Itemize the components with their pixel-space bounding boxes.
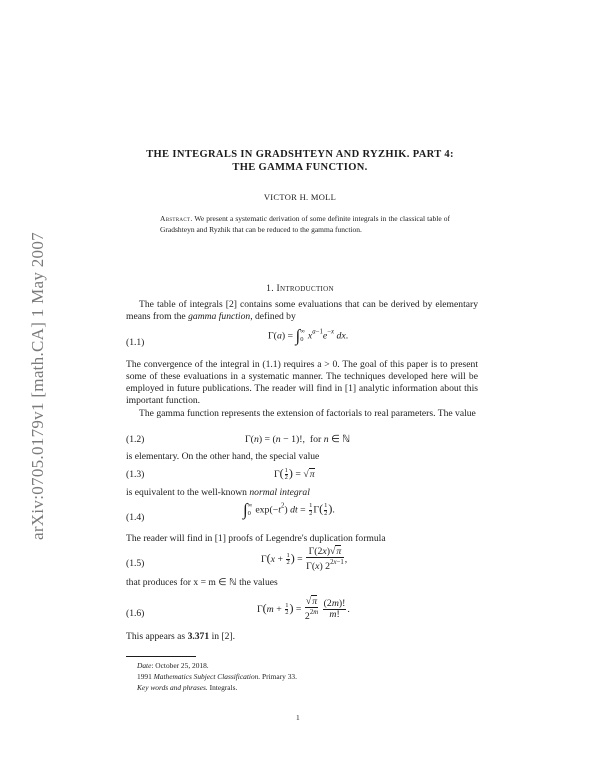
footnote-msc: 1991 Mathematics Subject Classification. Primary 33. [137,672,297,681]
paragraph-3: The gamma function represents the extension of factorials to real parameters. The value [139,408,476,419]
paragraph-1: The table of integrals [2] contains some evaluations that can be derived by elementary means from the gamma function, defined by [126,299,478,322]
paragraph-8: This appears as 3.371 in [2]. [126,631,236,642]
abstract-label: Abstract. [160,214,193,223]
equation-label-1-3: (1.3) [126,469,145,480]
title-line-1: THE INTEGRALS IN GRADSHTEYN AND RYZHIK. PART 4: [146,149,454,160]
equation-1-5: Γ(x + $\frac{1}{2}$ ) = $\frac{\Gamma(2x)√\pi}{\Gamma(x) 2^{2x-1}}$ , [261,546,348,572]
footnote-rule [126,656,196,657]
abstract [160,214,450,235]
author-name: VICTOR H. MOLL [263,192,337,202]
equation-label-1-2: (1.2) [126,434,145,445]
equation-1-4: ∫ ∞ 0 $\exp(-t^2)$ dt = $\frac{1}{2}$ Γ( $\frac{1}{2}$ ). [243,500,335,519]
equation-1-6: Γ(m + $\frac{1}{2}$ ) = $\frac{√\pi}{2^{2m}}$ $\frac{(2m)!}{m!}$ . [257,596,350,622]
paragraph-7: that produces for x = m ∈ ℕ the values [126,577,278,588]
arxiv-side-label: arXiv:0705.0179v1 [math.CA] 1 May 2007 [28,232,47,540]
footnote-date: Date: October 25, 2018. [137,661,209,670]
equation-1-2: Γ(n) = (n − 1)!, for n ∈ ℕ [245,434,350,445]
title-line-2: THE GAMMA FUNCTION. [232,162,368,173]
equation-label-1-4: (1.4) [126,512,145,523]
paragraph-4: is elementary. On the other hand, the special value [126,451,320,462]
equation-1-3: Γ( $\frac{1}{2}$ ) = √π [274,466,315,482]
abstract-text: We present a systematic derivation of some definite integrals in the classical table of Gradshteyn and Ryzhik that can be reduced to the gamma function. [160,214,450,234]
equation-1-1: Γ(a) = ∫ ∞ 0 $x^{a-1}e^{-x}$ dx. [268,326,349,345]
paragraph-6: The reader will find in [1] proofs of Legendre's duplication formula [126,533,386,544]
paper-title [120,148,480,174]
equation-label-1-1: (1.1) [126,337,145,348]
section-heading: 1. Introduction [266,284,334,294]
page-number: 1 [296,713,300,722]
footnote-keywords: Key words and phrases. Integrals. [137,683,238,692]
equation-label-1-5: (1.5) [126,558,145,569]
equation-label-1-6: (1.6) [126,608,145,619]
paragraph-5: is equivalent to the well-known normal integral [126,487,310,498]
paragraph-2: The convergence of the integral in (1.1) requires a > 0. The goal of this paper is to present some of these evaluations in a systematic manner. The techniques developed here will be employed in future publications. The reader will find in [1] analytic information about this important function. [126,359,478,406]
